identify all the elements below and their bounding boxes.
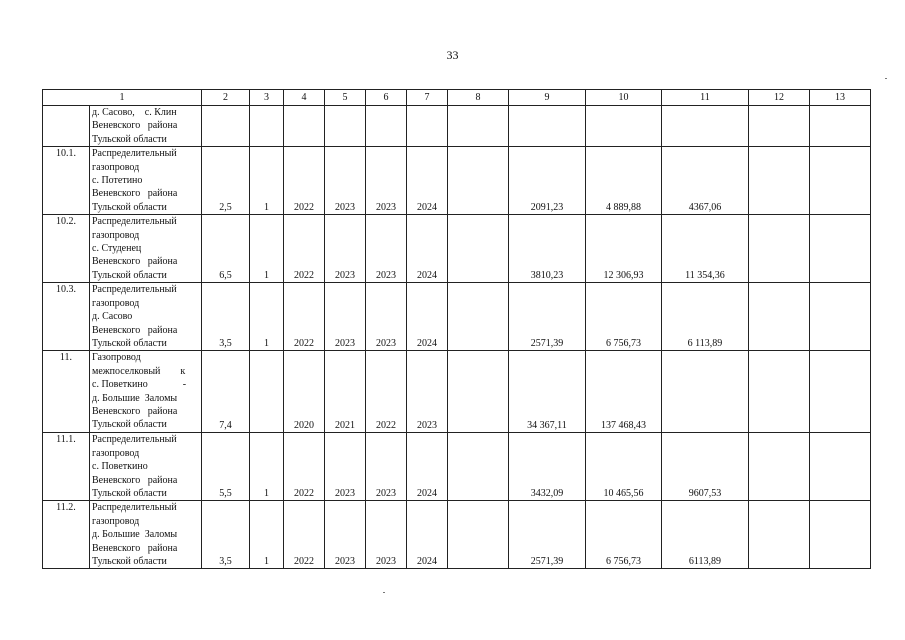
header-cell: 13 (810, 90, 871, 106)
object-name-line: Распределительный (92, 434, 177, 446)
object-name-line: Веневского района (92, 542, 178, 554)
cell-c11: 9607,53 (662, 433, 749, 501)
object-name-line: газопровод (92, 447, 140, 459)
object-name-line: Распределительный (92, 284, 177, 296)
cell-c11 (662, 351, 749, 433)
cell-c13 (810, 283, 871, 351)
header-cell: 2 (202, 90, 250, 106)
page-number: 33 (446, 48, 459, 62)
cell-c11: 6 113,89 (662, 283, 749, 351)
header-row (43, 90, 871, 106)
object-name-line: Тульской области (92, 269, 167, 281)
cell-c10: 4 889,88 (586, 147, 662, 215)
object-name-line: Веневского района (92, 324, 178, 336)
object-name (90, 147, 202, 215)
object-name-line: с. Поветкино - (92, 379, 187, 391)
object-name-line: газопровод (92, 297, 140, 309)
cell-c5: 2023 (325, 215, 366, 283)
cell-c5: 2023 (325, 501, 366, 569)
object-name-line: Распределительный (92, 216, 177, 228)
data-table (42, 89, 871, 569)
cell-c7 (407, 106, 448, 147)
cell-c4: 2022 (284, 283, 325, 351)
cell-c9: 2091,23 (509, 147, 586, 215)
table-row (43, 433, 871, 501)
cell-c7: 2023 (407, 351, 448, 433)
cell-c7: 2024 (407, 501, 448, 569)
table-row (43, 283, 871, 351)
object-name (90, 351, 202, 433)
object-name-line: газопровод (92, 515, 140, 527)
cell-c4: 2022 (284, 433, 325, 501)
cell-c4: 2022 (284, 501, 325, 569)
object-name-line: межпоселковый к (92, 365, 186, 377)
cell-c12 (749, 283, 810, 351)
cell-c9: 34 367,11 (509, 351, 586, 433)
cell-c11: 4367,06 (662, 147, 749, 215)
header-cell: 12 (749, 90, 810, 106)
cell-c8 (448, 433, 509, 501)
object-name-line: Распределительный (92, 502, 177, 514)
scan-speck (383, 592, 385, 593)
cell-c13 (810, 351, 871, 433)
object-name-line: Веневского района (92, 188, 178, 200)
object-name (90, 215, 202, 283)
row-number: 10.3. (43, 283, 90, 351)
cell-c3: 1 (250, 215, 284, 283)
cell-c2: 3,5 (202, 283, 250, 351)
row-number (43, 106, 90, 147)
cell-c7: 2024 (407, 433, 448, 501)
object-name (90, 433, 202, 501)
object-name-line: Веневского района (92, 120, 178, 132)
cell-c11 (662, 106, 749, 147)
cell-c10 (586, 106, 662, 147)
cell-c3: 1 (250, 433, 284, 501)
cell-c12 (749, 147, 810, 215)
cell-c9: 2571,39 (509, 283, 586, 351)
cell-c12 (749, 351, 810, 433)
cell-c12 (749, 106, 810, 147)
cell-c2: 6,5 (202, 215, 250, 283)
cell-c13 (810, 106, 871, 147)
cell-c11: 6113,89 (662, 501, 749, 569)
cell-c4: 2022 (284, 215, 325, 283)
table-body (43, 106, 871, 569)
object-name-line: с. Потетино (92, 175, 143, 187)
cell-c8 (448, 147, 509, 215)
cell-c3: 1 (250, 283, 284, 351)
object-name-line: Веневского района (92, 474, 178, 486)
object-name-line: газопровод (92, 229, 140, 241)
row-number: 10.1. (43, 147, 90, 215)
cell-c8 (448, 501, 509, 569)
row-number: 11.1. (43, 433, 90, 501)
cell-c2: 3,5 (202, 501, 250, 569)
cell-c13 (810, 215, 871, 283)
header-cell: 9 (509, 90, 586, 106)
table-row (43, 501, 871, 569)
cell-c6 (366, 106, 407, 147)
object-name-line: газопровод (92, 161, 140, 173)
cell-c10: 12 306,93 (586, 215, 662, 283)
cell-c7: 2024 (407, 283, 448, 351)
cell-c2: 5,5 (202, 433, 250, 501)
cell-c8 (448, 215, 509, 283)
cell-c5: 2023 (325, 283, 366, 351)
object-name-line: Тульской области (92, 555, 167, 567)
row-number: 11. (43, 351, 90, 433)
header-cell: 4 (284, 90, 325, 106)
cell-c2: 2,5 (202, 147, 250, 215)
cell-c6: 2023 (366, 501, 407, 569)
object-name-line: с. Поветкино (92, 461, 148, 473)
cell-c9: 2571,39 (509, 501, 586, 569)
header-cell: 6 (366, 90, 407, 106)
header-cell: 11 (662, 90, 749, 106)
object-name-line: Тульской области (92, 487, 167, 499)
cell-c3 (250, 351, 284, 433)
cell-c2 (202, 106, 250, 147)
cell-c5: 2023 (325, 147, 366, 215)
object-name-line: д. Большие Заломы (92, 392, 178, 404)
table-row (43, 215, 871, 283)
cell-c3: 1 (250, 501, 284, 569)
cell-c13 (810, 147, 871, 215)
cell-c12 (749, 215, 810, 283)
object-name-line: с. Студенец (92, 243, 142, 255)
object-name-line: Тульской области (92, 133, 167, 145)
object-name-line: Газопровод (92, 352, 141, 364)
object-name (90, 106, 202, 147)
row-number: 11.2. (43, 501, 90, 569)
cell-c9: 3432,09 (509, 433, 586, 501)
cell-c10: 6 756,73 (586, 283, 662, 351)
cell-c9 (509, 106, 586, 147)
cell-c8 (448, 106, 509, 147)
object-name-line: Тульской области (92, 201, 167, 213)
cell-c10: 10 465,56 (586, 433, 662, 501)
cell-c3: 1 (250, 147, 284, 215)
header-cell: 3 (250, 90, 284, 106)
table-row (43, 106, 871, 147)
header-cell: 10 (586, 90, 662, 106)
object-name (90, 501, 202, 569)
cell-c11: 11 354,36 (662, 215, 749, 283)
cell-c6: 2023 (366, 283, 407, 351)
object-name-line: д. Сасово (92, 311, 133, 323)
cell-c6: 2022 (366, 351, 407, 433)
object-name-line: д. Большие Заломы (92, 529, 178, 541)
cell-c13 (810, 433, 871, 501)
cell-c6: 2023 (366, 215, 407, 283)
cell-c4: 2020 (284, 351, 325, 433)
object-name-line: Распределительный (92, 148, 177, 160)
cell-c13 (810, 501, 871, 569)
cell-c3 (250, 106, 284, 147)
cell-c7: 2024 (407, 215, 448, 283)
cell-c12 (749, 501, 810, 569)
object-name-line: Тульской области (92, 419, 167, 431)
table-row (43, 351, 871, 433)
cell-c4: 2022 (284, 147, 325, 215)
object-name (90, 283, 202, 351)
object-name-line: д. Сасово, с. Клин (92, 107, 177, 118)
object-name-line: Веневского района (92, 256, 178, 268)
cell-c2: 7,4 (202, 351, 250, 433)
cell-c6: 2023 (366, 147, 407, 215)
cell-c9: 3810,23 (509, 215, 586, 283)
object-name-line: Веневского района (92, 405, 178, 417)
header-cell: 8 (448, 90, 509, 106)
cell-c4 (284, 106, 325, 147)
cell-c5 (325, 106, 366, 147)
scan-speck (885, 78, 887, 79)
header-cell: 1 (43, 90, 202, 106)
row-number: 10.2. (43, 215, 90, 283)
cell-c6: 2023 (366, 433, 407, 501)
cell-c5: 2023 (325, 433, 366, 501)
header-cell: 5 (325, 90, 366, 106)
cell-c5: 2021 (325, 351, 366, 433)
cell-c12 (749, 433, 810, 501)
cell-c8 (448, 351, 509, 433)
table-row (43, 147, 871, 215)
object-name-line: Тульской области (92, 337, 167, 349)
cell-c8 (448, 283, 509, 351)
header-cell: 7 (407, 90, 448, 106)
cell-c7: 2024 (407, 147, 448, 215)
cell-c10: 6 756,73 (586, 501, 662, 569)
cell-c10: 137 468,43 (586, 351, 662, 433)
